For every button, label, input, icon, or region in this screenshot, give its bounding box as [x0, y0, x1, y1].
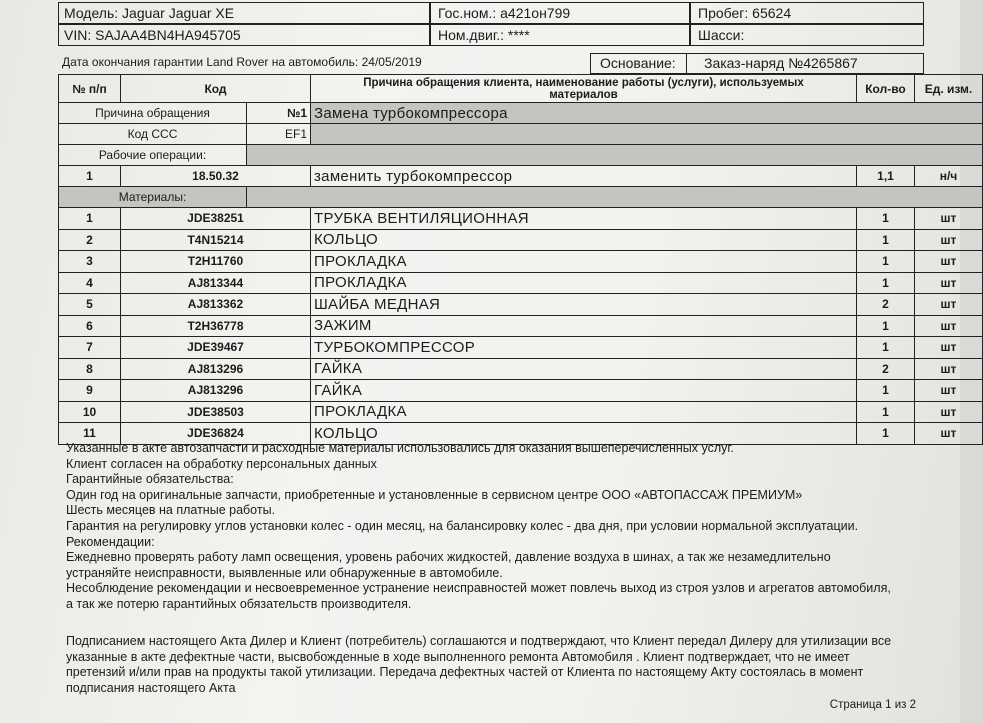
material-num: 1 — [59, 208, 121, 230]
material-name: ПРОКЛАДКА — [311, 401, 857, 423]
note-line: Один год на оригинальные запчасти, приобретенные и установленные в сервисном центре ООО «АВТОПАССАЖ ПРЕМИУМ» — [66, 487, 803, 502]
note-line: Клиент согласен на обработку персональных данных — [66, 456, 377, 471]
material-unit: шт — [915, 315, 983, 337]
note-line: Гарантия на регулировку углов установки колес - один месяц, на балансировку колес - два дня, при условии нормальной эксплуатации. — [66, 518, 859, 533]
material-row — [59, 294, 983, 316]
operation-name: заменить турбокомпрессор — [311, 166, 857, 187]
material-name: КОЛЬЦО — [311, 423, 857, 445]
operation-num: 1 — [59, 166, 121, 187]
work-order-number: Заказ-наряд №4265867 — [704, 55, 858, 71]
material-qty: 1 — [857, 337, 915, 359]
material-code: AJ813296 — [121, 380, 311, 402]
note-line: Указанные в акте автозапчасти и расходные материалы использовались для оказания вышеперечисленных услуг. — [66, 441, 734, 455]
material-num: 4 — [59, 272, 121, 294]
materials-label-row — [59, 187, 983, 208]
material-code: T4N15214 — [121, 229, 311, 251]
ccc-shade — [311, 124, 983, 145]
note-line: устраняйте неисправности, выявленные или обнаруженные в автомобиле. — [66, 565, 503, 580]
material-row — [59, 315, 983, 337]
material-row — [59, 337, 983, 359]
operation-unit: н/ч — [915, 166, 983, 187]
material-code: JDE38251 — [121, 208, 311, 230]
engine-number: Ном.двиг.: **** — [438, 27, 530, 43]
material-name: ШАЙБА МЕДНАЯ — [311, 294, 857, 316]
reason-row — [59, 103, 983, 124]
material-name: ПРОКЛАДКА — [311, 251, 857, 273]
material-code: AJ813344 — [121, 272, 311, 294]
footer-line: подписания настоящего Акта — [66, 680, 236, 695]
material-qty: 1 — [857, 272, 915, 294]
note-line: а так же потерю гарантийных обязательств производителя. — [66, 596, 412, 611]
material-code: T2H11760 — [121, 251, 311, 273]
footer-line: Подписанием настоящего Акта Дилер и Клиент (потребитель) соглашаются и подтверждают, что Клиент передал Дилеру для утилизации все — [66, 634, 892, 648]
chassis-label: Шасси: — [698, 27, 745, 43]
material-num: 2 — [59, 229, 121, 251]
material-unit: шт — [915, 423, 983, 445]
material-num: 11 — [59, 423, 121, 445]
material-num: 9 — [59, 380, 121, 402]
material-unit: шт — [915, 294, 983, 316]
material-unit: шт — [915, 358, 983, 380]
material-qty: 2 — [857, 294, 915, 316]
work-table — [58, 74, 983, 445]
ccc-value: EF1 — [247, 124, 311, 145]
material-code: AJ813362 — [121, 294, 311, 316]
note-line: Ежедневно проверять работу ламп освещения, уровень рабочих жидкостей, давление воздуха в шинах, а так же незамедлительно — [66, 550, 831, 565]
note-line: Гарантийные обязательства: — [66, 472, 234, 487]
material-unit: шт — [915, 229, 983, 251]
material-row — [59, 358, 983, 380]
material-code: AJ813296 — [121, 358, 311, 380]
material-row — [59, 380, 983, 402]
material-unit: шт — [915, 272, 983, 294]
material-qty: 1 — [857, 251, 915, 273]
page-number: Страница 1 из 2 — [829, 699, 916, 711]
registration-number: Гос.ном.: а421он799 — [438, 5, 571, 21]
col-unit-header: Ед. изм. — [915, 75, 983, 103]
material-code: JDE36824 — [121, 423, 311, 445]
materials-list — [59, 208, 983, 445]
material-num: 6 — [59, 315, 121, 337]
ccc-label: Код ССС — [59, 124, 247, 145]
material-row — [59, 208, 983, 230]
material-code: JDE38503 — [121, 401, 311, 423]
material-name: ТРУБКА ВЕНТИЛЯЦИОННАЯ — [311, 208, 857, 230]
ops-label: Рабочие операции: — [59, 145, 247, 166]
material-qty: 1 — [857, 208, 915, 230]
material-num: 3 — [59, 251, 121, 273]
warranty-date: Дата окончания гарантии Land Rover на автомобиль: 24/05/2019 — [62, 55, 422, 69]
col-qty-header: Кол-во — [857, 75, 915, 103]
basis-label: Основание: — [600, 55, 676, 71]
material-qty: 1 — [857, 229, 915, 251]
operation-code: 18.50.32 — [121, 166, 311, 187]
material-qty: 1 — [857, 380, 915, 402]
col-reason-header — [311, 75, 857, 103]
material-row — [59, 401, 983, 423]
material-name: ГАЙКА — [311, 380, 857, 402]
vin-number: VIN: SAJAA4BN4HA945705 — [64, 27, 241, 43]
material-row — [59, 229, 983, 251]
footer-line: претензий и/или прав на продукты такой утилизации. Передача дефектных частей от Клиента по настоящему Акту состоялась в момент — [66, 665, 864, 680]
material-name: ЗАЖИМ — [311, 315, 857, 337]
vehicle-model: Модель: Jaguar Jaguar XE — [64, 5, 235, 21]
note-line: Шесть месяцев на платные работы. — [66, 503, 276, 518]
ops-label-row — [59, 145, 983, 166]
ccc-row — [59, 124, 983, 145]
material-num: 10 — [59, 401, 121, 423]
reason-label: Причина обращения — [59, 103, 247, 124]
material-name: ПРОКЛАДКА — [311, 272, 857, 294]
col-reason-header-text: Причина обращения клиента, наименование работы (услуги), используемых материалов — [363, 76, 804, 101]
material-unit: шт — [915, 337, 983, 359]
reason-number: №1 — [247, 103, 311, 124]
material-row — [59, 272, 983, 294]
material-row — [59, 251, 983, 273]
note-line: Несоблюдение рекомендации и несвоевременное устранение неисправностей может повлечь выход из строя узлов и агрегатов автомобиля, — [66, 581, 891, 596]
material-code: T2H36778 — [121, 315, 311, 337]
ops-shade — [247, 145, 983, 166]
material-qty: 1 — [857, 315, 915, 337]
material-unit: шт — [915, 251, 983, 273]
operation-qty: 1,1 — [857, 166, 915, 187]
note-line: Рекомендации: — [66, 534, 155, 549]
mileage: Пробег: 65624 — [698, 5, 792, 21]
material-name: ТУРБОКОМПРЕССОР — [311, 337, 857, 359]
material-qty: 1 — [857, 423, 915, 445]
material-num: 8 — [59, 358, 121, 380]
material-unit: шт — [915, 208, 983, 230]
table-header-row — [59, 75, 983, 103]
material-qty: 1 — [857, 401, 915, 423]
material-code: JDE39467 — [121, 337, 311, 359]
footer-section — [66, 634, 946, 696]
materials-shade — [247, 187, 983, 208]
material-name: ГАЙКА — [311, 358, 857, 380]
material-name: КОЛЬЦО — [311, 229, 857, 251]
material-qty: 2 — [857, 358, 915, 380]
col-code-header: Код — [121, 75, 311, 103]
reason-text: Замена турбокомпрессора — [311, 103, 983, 124]
material-num: 7 — [59, 337, 121, 359]
notes-section — [66, 441, 946, 613]
col-num-header: № п/п — [59, 75, 121, 103]
material-unit: шт — [915, 380, 983, 402]
operation-row — [59, 166, 983, 187]
footer-line: указанные в акте дефектные части, высвобожденные в ходе выполненного ремонта Автомобиля . Клиент подтверждает, что не имеет — [66, 649, 850, 664]
materials-label: Материалы: — [59, 187, 247, 208]
material-unit: шт — [915, 401, 983, 423]
material-num: 5 — [59, 294, 121, 316]
